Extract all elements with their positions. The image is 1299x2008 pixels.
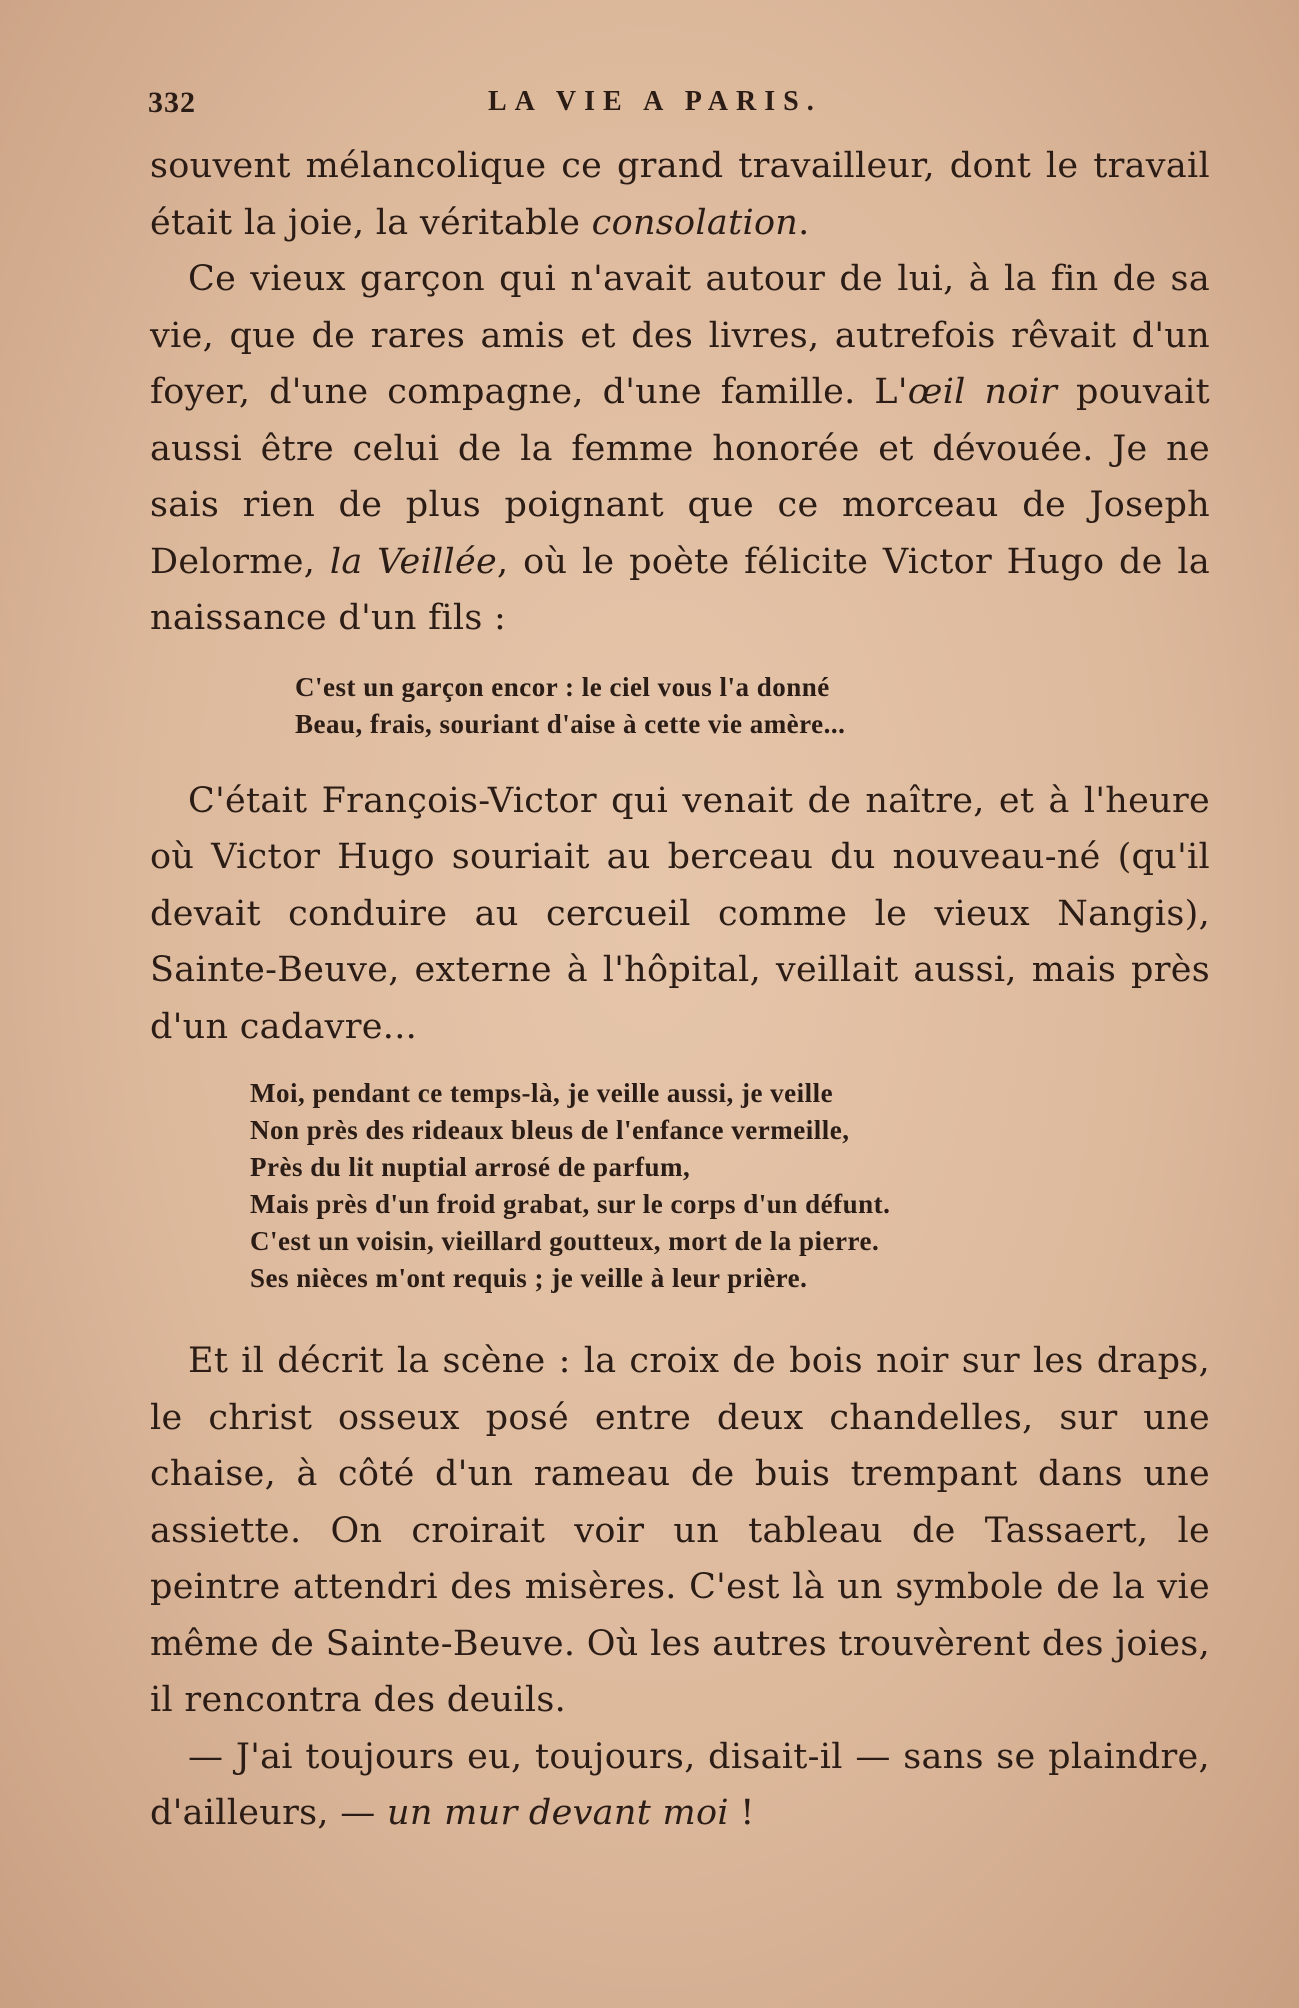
paragraph-5-text: — J'ai toujours eu, toujours, disait-il — sans se plaindre, d'ailleurs, — xyxy=(150,1736,1210,1833)
paragraph-2-italic-b: la Veillée xyxy=(329,541,498,582)
paragraph-2 xyxy=(150,251,1210,647)
paragraph-5 xyxy=(150,1729,1210,1842)
paragraph-2-text-b: pouvait aussi être celui de la femme honorée et dévouée. Je ne sais rien de plus poignant que ce morceau de Joseph Delorme, xyxy=(150,372,1210,582)
paragraph-4-text: Et il décrit la scène : la croix de bois noir sur les draps, le christ osseux posé entre deux chandelles, sur une chaise, à côté d'un rameau de buis trempant dans une assiette. On croirait voir un tableau de Tassaert, le peintre attendri des misères. C'est là un symbole de la vie même de Sainte-Beuve. Où les autres trouvèrent des joies, il rencontra des deuils. xyxy=(150,1341,1210,1720)
running-head xyxy=(148,86,1208,130)
page-number: 332 xyxy=(148,86,196,119)
paragraph-5-end: ! xyxy=(728,1793,755,1833)
paragraph-3-text: C'était François-Victor qui venait de naître, et à l'heure où Victor Hugo souriait au berceau du nouveau-né (qu'il devait conduire au cercueil comme le vieux Nangis), Sainte-Beuve, externe à l'hôpital, veillait aussi, mais près d'un cadavre... xyxy=(150,780,1210,1047)
verse-line: Beau, frais, souriant d'aise à cette vie amère... xyxy=(295,708,846,739)
paragraph-1 xyxy=(150,138,1210,251)
verse-line: C'est un garçon encor : le ciel vous l'a donné xyxy=(295,671,830,702)
body-text xyxy=(150,138,1210,1842)
paragraph-1-italic: consolation xyxy=(591,202,799,243)
verse-line: Ses nièces m'ont requis ; je veille à leur prière. xyxy=(250,1263,808,1293)
paragraph-1-end: . xyxy=(798,202,810,243)
verse-line: Près du lit nuptial arrosé de parfum, xyxy=(250,1152,691,1182)
verse-quote-2 xyxy=(150,1075,1210,1297)
verse-line: C'est un voisin, vieillard goutteux, mort de la pierre. xyxy=(250,1226,880,1256)
verse-line: Non près des rideaux bleus de l'enfance vermeille, xyxy=(250,1115,850,1145)
paragraph-1-text: souvent mélancolique ce grand travailleur, dont le travail était la joie, la véritable xyxy=(150,146,1210,243)
paragraph-4 xyxy=(150,1333,1210,1729)
verse-quote-1 xyxy=(150,669,1210,743)
paragraph-5-italic: un mur devant moi xyxy=(387,1793,729,1833)
running-title: LA VIE A PARIS. xyxy=(488,86,822,117)
paragraph-3 xyxy=(150,773,1210,1056)
paragraph-2-text-a: Ce vieux garçon qui n'avait autour de lui, à la fin de sa vie, que de rares amis et des livres, autrefois rêvait d'un foyer, d'une compagne, d'une famille. L' xyxy=(150,259,1210,412)
paragraph-2-text-c: , où le poète félicite Victor Hugo de la naissance d'un fils : xyxy=(150,541,1210,638)
verse-line: Mais près d'un froid grabat, sur le corps d'un défunt. xyxy=(250,1189,891,1219)
paragraph-2-italic-a: œil noir xyxy=(907,372,1058,412)
verse-line: Moi, pendant ce temps-là, je veille aussi, je veille xyxy=(250,1078,834,1108)
